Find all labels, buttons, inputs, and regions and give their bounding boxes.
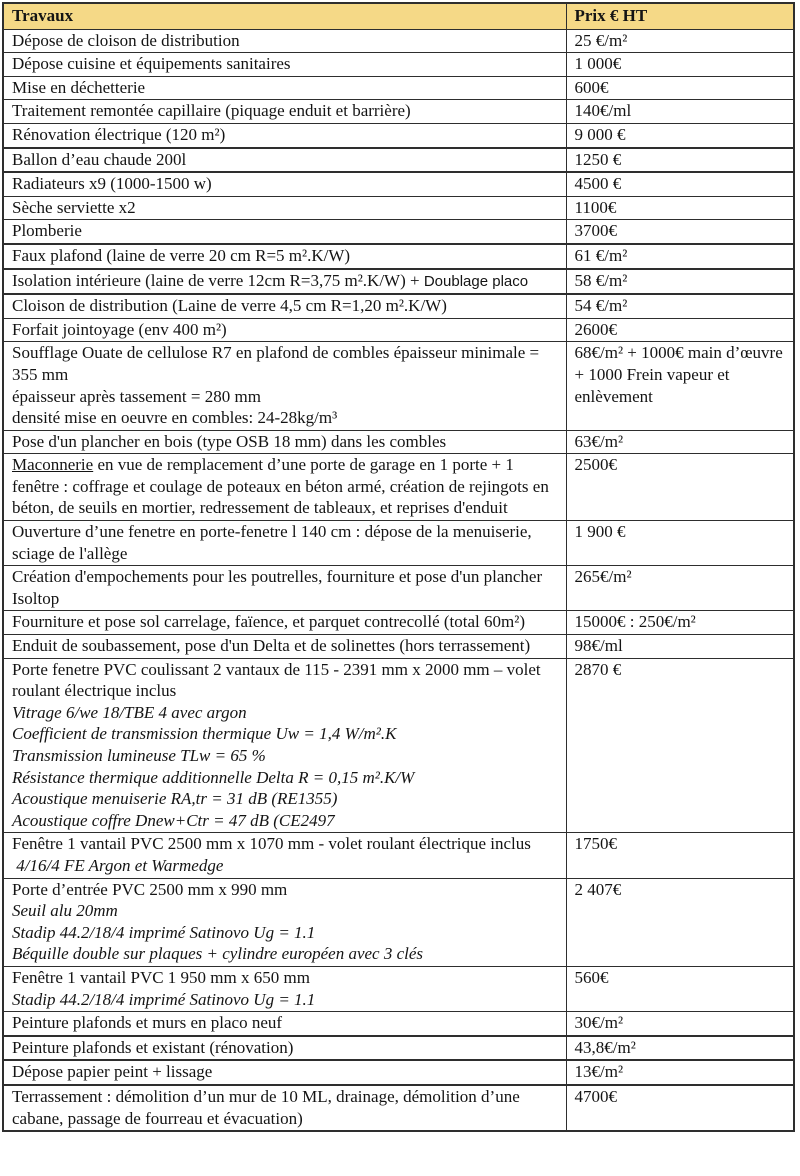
price-cell: 2 407€ (566, 878, 794, 966)
work-cell (3, 196, 566, 220)
work-line (12, 833, 560, 855)
work-text-segment: Coefficient de transmission thermique Uw = 1,4 W/m².K (12, 724, 397, 744)
work-text-segment: épaisseur après tassement = 280 mm (12, 386, 261, 406)
work-text-segment: Cloison de distribution (Laine de verre 4,5 cm R=1,20 m².K/W) (12, 296, 447, 316)
work-text-segment: Résistance thermique additionnelle Delta R = 0,15 m².K/W (12, 767, 415, 787)
table-row (3, 566, 794, 611)
works-price-table (2, 2, 795, 1132)
work-line (12, 1037, 560, 1059)
table-row (3, 342, 794, 430)
work-line (12, 386, 560, 408)
work-cell (3, 521, 566, 566)
work-text-segment: Seuil alu 20mm (12, 901, 118, 921)
price-cell: 30€/m² (566, 1012, 794, 1036)
table-row (3, 294, 794, 318)
work-text-segment: Ouverture d’une fenetre en porte-fenetre l 140 cm : dépose de la menuiserie, sciage de l'allège (12, 522, 536, 563)
price-cell: 61 €/m² (566, 244, 794, 269)
work-line (12, 566, 560, 609)
work-text-segment: Dépose papier peint + lissage (12, 1062, 213, 1082)
work-line (12, 454, 560, 519)
work-text-segment: Acoustique coffre Dnew+Ctr = 47 dB (CE2497 (12, 810, 335, 830)
work-line (12, 659, 560, 702)
table-row (3, 966, 794, 1011)
work-text-segment: Pose d'un plancher en bois (type OSB 18 mm) dans les combles (12, 431, 447, 451)
work-text-segment: Sèche serviette x2 (12, 197, 136, 217)
price-cell: 68€/m² + 1000€ main d’œuvre + 1000 Frein vapeur et enlèvement (566, 342, 794, 430)
work-line (12, 173, 560, 195)
work-text-segment: Peinture plafonds et existant (rénovation) (12, 1037, 294, 1057)
work-line (12, 53, 560, 75)
price-cell: 43,8€/m² (566, 1036, 794, 1061)
table-row (3, 76, 794, 100)
work-text-segment: Faux plafond (laine de verre 20 cm R=5 m².K/W) (12, 245, 351, 265)
table-header-row (3, 3, 794, 29)
work-text-segment: Acoustique menuiserie RA,tr = 31 dB (RE1355) (12, 789, 338, 809)
work-line (12, 521, 560, 564)
price-cell: 4700€ (566, 1085, 794, 1131)
work-line (12, 810, 560, 832)
table-row (3, 123, 794, 147)
work-line (12, 611, 560, 633)
work-cell (3, 878, 566, 966)
price-cell: 1 900 € (566, 521, 794, 566)
work-text-segment: Stadip 44.2/18/4 imprimé Satinovo Ug = 1.1 (12, 989, 316, 1009)
work-line (12, 788, 560, 810)
work-cell (3, 1085, 566, 1131)
work-line (12, 431, 560, 453)
work-cell (3, 566, 566, 611)
work-text-segment: Béquille double sur plaques + cylindre européen avec 3 clés (12, 944, 424, 964)
price-cell: 1250 € (566, 148, 794, 173)
work-cell (3, 833, 566, 878)
work-line (12, 407, 560, 429)
work-cell (3, 244, 566, 269)
price-cell: 2500€ (566, 454, 794, 521)
work-line (12, 77, 560, 99)
document-page (0, 2, 800, 1176)
price-cell: 15000€ : 250€/m² (566, 611, 794, 635)
table-row (3, 611, 794, 635)
work-cell (3, 658, 566, 833)
work-text-segment: Radiateurs x9 (1000-1500 w) (12, 174, 212, 194)
table-row (3, 521, 794, 566)
table-row (3, 635, 794, 659)
work-line (12, 767, 560, 789)
work-line (12, 745, 560, 767)
work-text-segment: 4/16/4 FE Argon et Warmedge (12, 855, 224, 875)
work-text-segment: Fenêtre 1 vantail PVC 1 950 mm x 650 mm (12, 967, 310, 987)
price-cell: 98€/ml (566, 635, 794, 659)
table-row (3, 148, 794, 173)
column-header-prix: Prix € HT (566, 3, 794, 29)
work-cell (3, 269, 566, 295)
work-text-segment: densité mise en oeuvre en combles: 24-28kg/m³ (12, 408, 338, 428)
price-cell: 2870 € (566, 658, 794, 833)
price-cell: 600€ (566, 76, 794, 100)
table-row (3, 1060, 794, 1085)
price-cell: 63€/m² (566, 430, 794, 454)
work-line (12, 855, 560, 877)
table-row (3, 1012, 794, 1036)
work-line (12, 1012, 560, 1034)
table-row (3, 269, 794, 295)
work-line (12, 702, 560, 724)
work-cell (3, 454, 566, 521)
table-row (3, 244, 794, 269)
work-cell (3, 611, 566, 635)
work-text-segment: Vitrage 6/we 18/TBE 4 avec argon (12, 702, 247, 722)
work-text-segment: Peinture plafonds et murs en placo neuf (12, 1013, 283, 1033)
work-line (12, 220, 560, 242)
work-cell (3, 172, 566, 196)
table-row (3, 100, 794, 124)
table-row (3, 196, 794, 220)
table-row (3, 1036, 794, 1061)
work-cell (3, 635, 566, 659)
work-cell (3, 1036, 566, 1061)
work-line (12, 879, 560, 901)
work-text-segment: Isolation intérieure (laine de verre 12cm R=3,75 m².K/W) + (12, 270, 424, 290)
table-row (3, 318, 794, 342)
price-cell: 2600€ (566, 318, 794, 342)
work-line (12, 989, 560, 1011)
work-line (12, 319, 560, 341)
price-cell: 1100€ (566, 196, 794, 220)
table-row (3, 658, 794, 833)
price-cell: 54 €/m² (566, 294, 794, 318)
work-cell (3, 1060, 566, 1085)
work-cell (3, 430, 566, 454)
work-cell (3, 318, 566, 342)
work-text-segment: Enduit de soubassement, pose d'un Delta et de solinettes (hors terrassement) (12, 636, 531, 656)
table-body (3, 29, 794, 1131)
work-text-segment: en vue de remplacement d’une porte de garage en 1 porte + 1 fenêtre : coffrage et coulage de poteaux en béton armé, création de rejingots en béton, de seuils en mortier, redressement de tableaux, et reprises d'enduit (12, 455, 554, 518)
price-cell: 1 000€ (566, 53, 794, 77)
work-cell (3, 220, 566, 244)
work-line (12, 197, 560, 219)
work-text-segment: Traitement remontée capillaire (piquage enduit et barrière) (12, 101, 411, 121)
work-line (12, 124, 560, 146)
table-row (3, 220, 794, 244)
work-cell (3, 76, 566, 100)
work-line (12, 270, 560, 293)
work-text-segment: Dépose cuisine et équipements sanitaires (12, 54, 291, 74)
price-cell: 58 €/m² (566, 269, 794, 295)
work-text-segment: Transmission lumineuse TLw = 65 % (12, 746, 266, 765)
work-text-segment: Terrassement : démolition d’un mur de 10 ML, drainage, démolition d’une cabane, passage de fourreau et évacuation) (12, 1086, 524, 1128)
price-cell: 25 €/m² (566, 29, 794, 53)
work-cell (3, 294, 566, 318)
work-line (12, 900, 560, 922)
table-row (3, 29, 794, 53)
work-text-segment: Forfait jointoyage (env 400 m²) (12, 319, 227, 339)
work-text-segment: Fenêtre 1 vantail PVC 2500 mm x 1070 mm - volet roulant électrique inclus (12, 834, 531, 854)
table-row (3, 878, 794, 966)
work-text-segment: Plomberie (12, 221, 82, 241)
work-line (12, 635, 560, 657)
work-text-segment: Fourniture et pose sol carrelage, faïence, et parquet contrecollé (total 60m²) (12, 612, 525, 632)
work-line (12, 1086, 560, 1129)
work-cell (3, 148, 566, 173)
table-row (3, 1085, 794, 1131)
work-cell (3, 1012, 566, 1036)
work-line (12, 723, 560, 745)
work-text-segment: Porte fenetre PVC coulissant 2 vantaux de 115 - 2391 mm x 2000 mm – volet roulant électrique inclus (12, 659, 545, 701)
work-line (12, 967, 560, 989)
work-line (12, 922, 560, 944)
work-text-segment: Mise en déchetterie (12, 77, 146, 97)
price-cell: 265€/m² (566, 566, 794, 611)
work-text-segment: Dépose de cloison de distribution (12, 30, 240, 50)
work-line (12, 245, 560, 267)
work-text-segment: Doublage placo (423, 272, 529, 290)
work-line (12, 342, 560, 385)
price-cell: 4500 € (566, 172, 794, 196)
table-row (3, 833, 794, 878)
column-header-travaux: Travaux (3, 3, 566, 29)
work-text-segment: Rénovation électrique (120 m²) (12, 124, 226, 144)
table-row (3, 430, 794, 454)
price-cell: 560€ (566, 966, 794, 1011)
table-row (3, 172, 794, 196)
table-row (3, 53, 794, 77)
work-cell (3, 100, 566, 124)
work-line (12, 943, 560, 965)
price-cell: 13€/m² (566, 1060, 794, 1085)
work-line (12, 149, 560, 171)
work-line (12, 295, 560, 317)
price-cell: 140€/ml (566, 100, 794, 124)
work-cell (3, 29, 566, 53)
work-text-segment: Maconnerie (12, 455, 94, 475)
work-text-segment: Soufflage Ouate de cellulose R7 en plafond de combles épaisseur minimale = 355 mm (12, 343, 544, 384)
work-cell (3, 966, 566, 1011)
table-row (3, 454, 794, 521)
work-line (12, 30, 560, 52)
price-cell: 1750€ (566, 833, 794, 878)
price-cell: 3700€ (566, 220, 794, 244)
work-cell (3, 342, 566, 430)
work-text-segment: Création d'empochements pour les poutrelles, fourniture et pose d'un plancher Isoltop (12, 567, 547, 608)
work-line (12, 100, 560, 122)
work-cell (3, 53, 566, 77)
work-text-segment: Porte d’entrée PVC 2500 mm x 990 mm (12, 879, 288, 899)
work-text-segment: Ballon d’eau chaude 200l (12, 149, 187, 169)
price-cell: 9 000 € (566, 123, 794, 147)
work-text-segment: Stadip 44.2/18/4 imprimé Satinovo Ug = 1.1 (12, 922, 316, 942)
work-cell (3, 123, 566, 147)
work-line (12, 1061, 560, 1083)
